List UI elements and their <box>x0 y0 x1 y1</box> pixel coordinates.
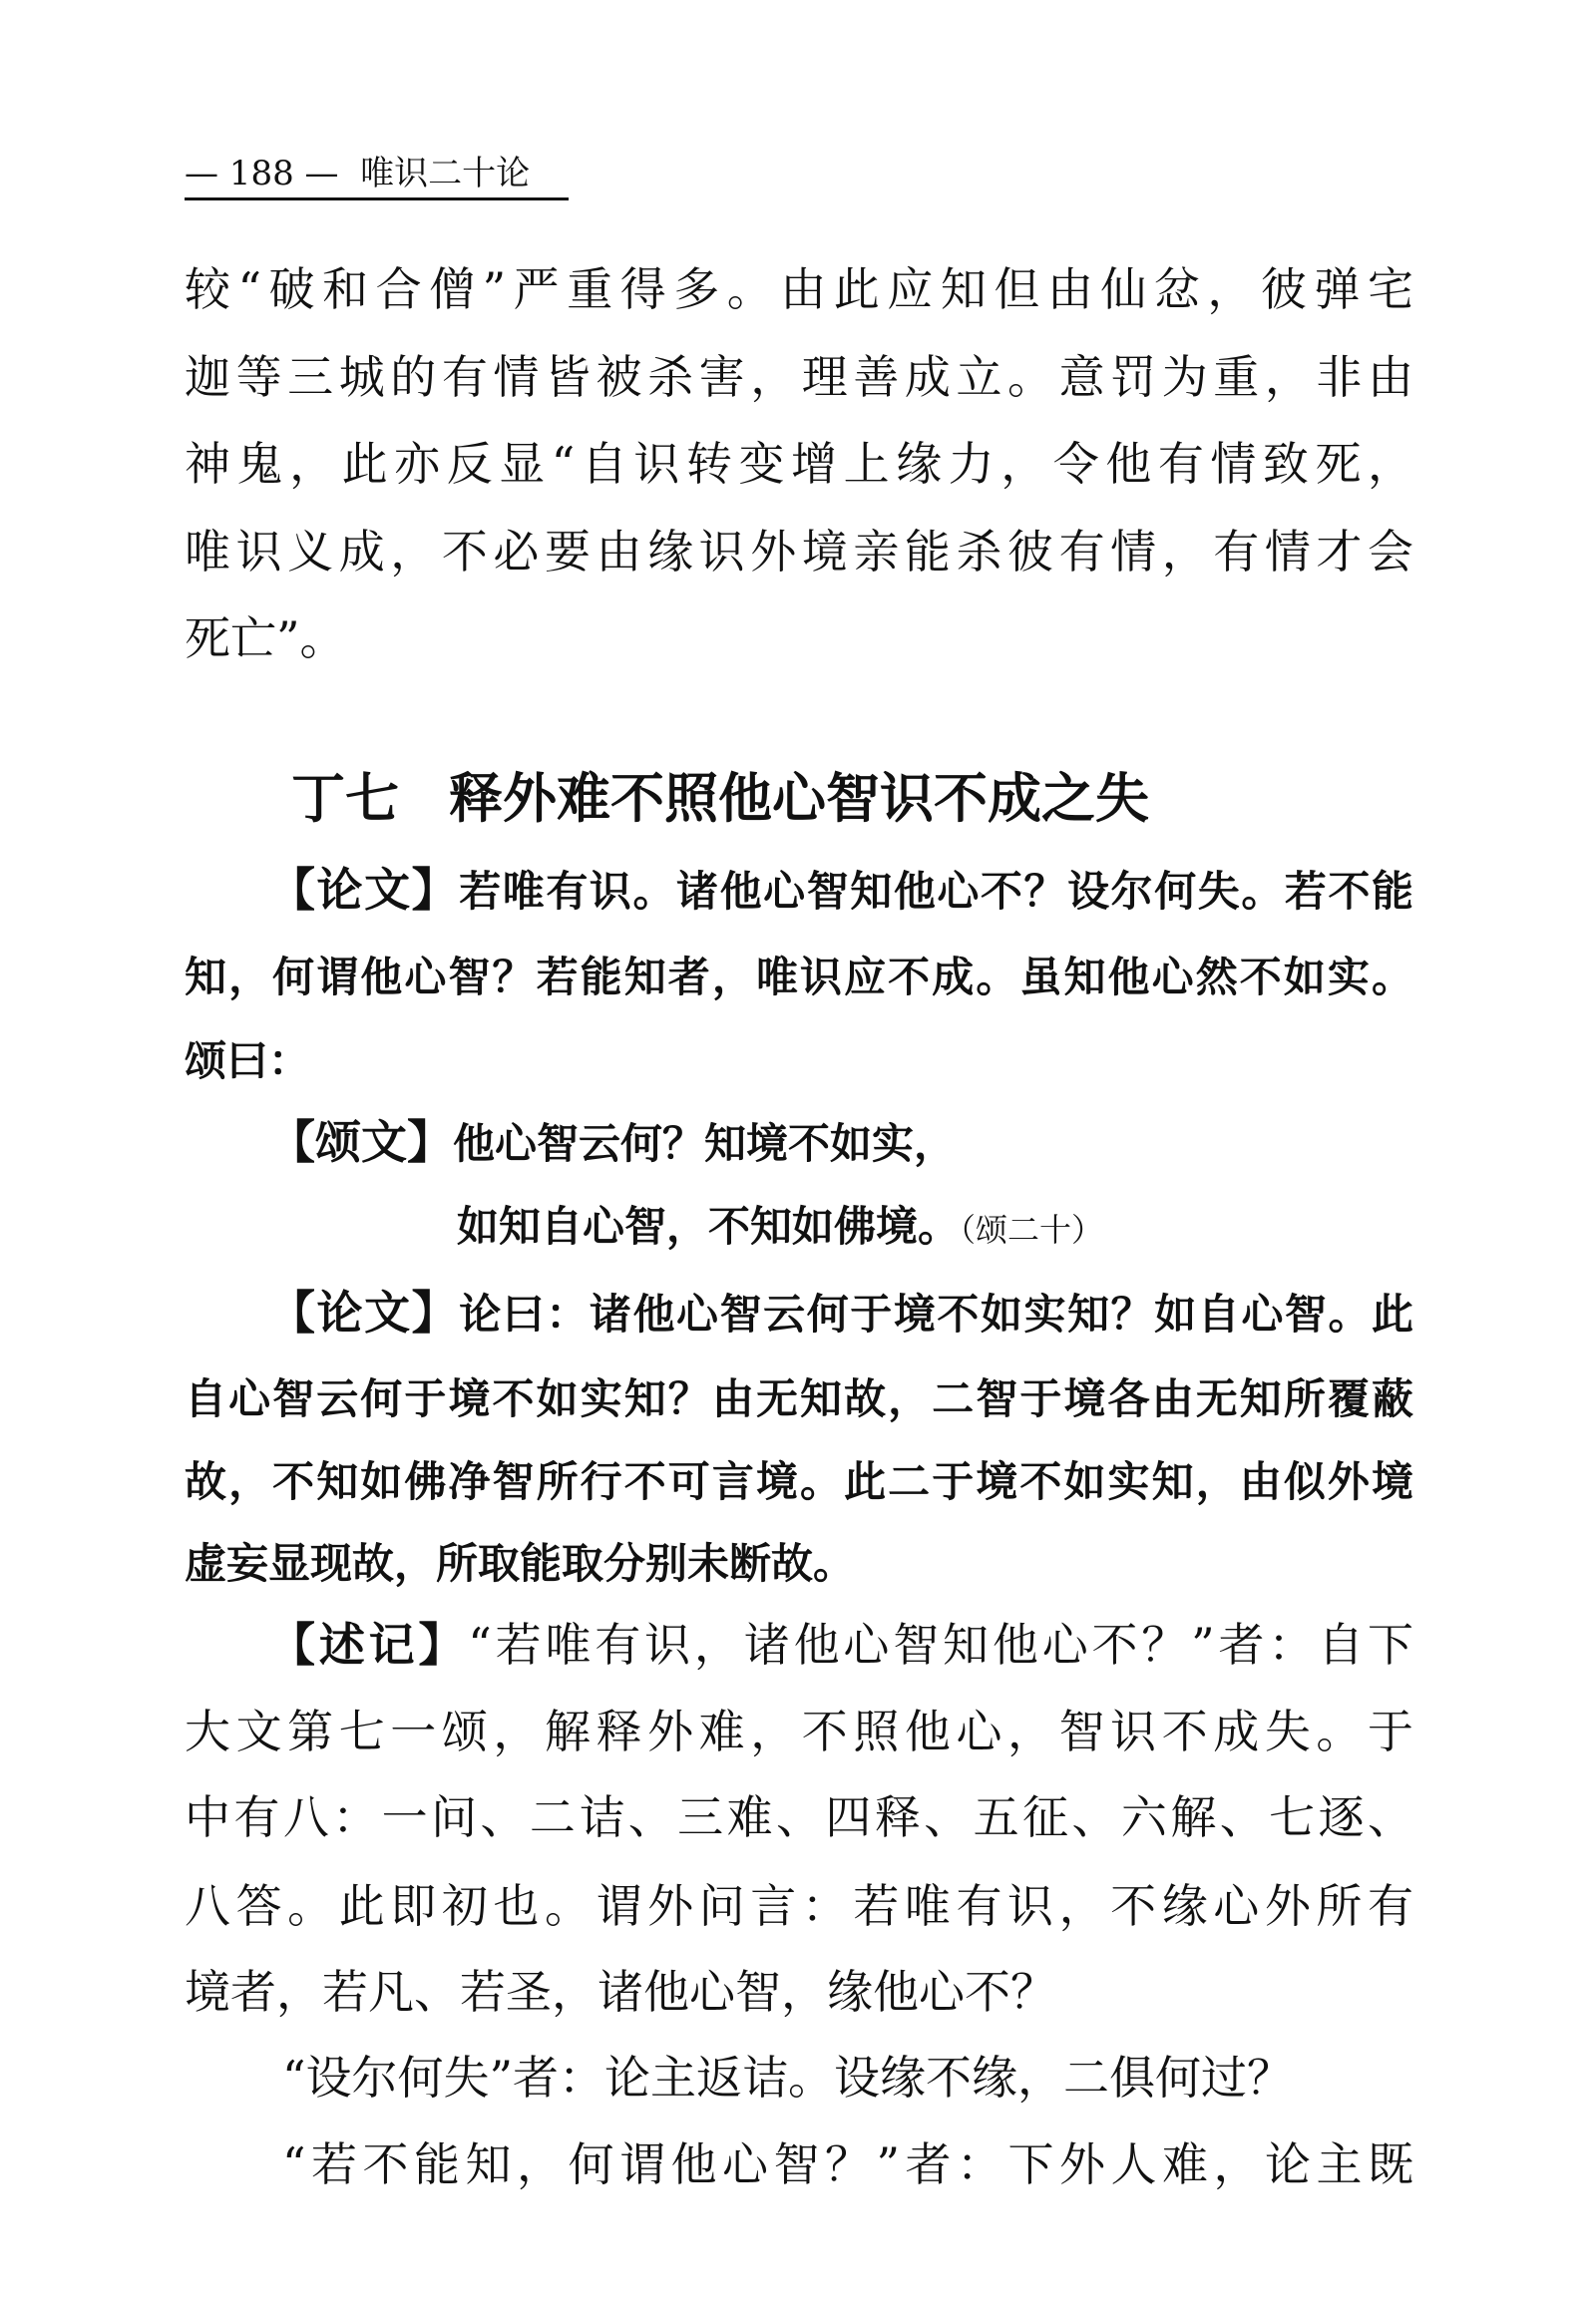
line-text: 颂曰： <box>185 1036 311 1085</box>
verse-note: （颂二十） <box>960 1211 1104 1249</box>
line-text: 神鬼，此亦反显“自识转变增上缘力，令他有情致死， <box>185 437 1413 491</box>
line-text: “若唯有识，诸他心智知他心不？”者：自下 <box>468 1618 1413 1672</box>
line-text: 虚妄显现故，所取能取分别未断故。 <box>185 1539 856 1588</box>
text-line <box>185 1777 1413 1857</box>
text-line <box>185 1019 1413 1099</box>
text-line <box>185 1522 1413 1602</box>
line-text: 大文第七一颂，解释外难，不照他心，智识不成失。于 <box>185 1705 1413 1758</box>
line-text: “设尔何失”者：论主返诘。设缘不缘，二俱何过？ <box>282 2051 1294 2105</box>
text-line <box>185 249 1413 329</box>
page-number: — 188 — <box>185 154 339 193</box>
line-text: 知，何谓他心智？若能知者，唯识应不成。虽知他心然不如实。 <box>185 953 1413 1001</box>
line-text: 他心智云何？知境不如实， <box>453 1119 957 1168</box>
section-label: 【论文】 <box>269 1286 460 1340</box>
text-line <box>269 850 1413 930</box>
line-text: “若不能知，何谓他心智？”者：下外人难，论主既 <box>282 2137 1413 2191</box>
text-line <box>269 1102 1413 1182</box>
text-line <box>282 2038 1413 2118</box>
text-line <box>185 1357 1413 1437</box>
text-line <box>185 936 1413 1015</box>
text-line <box>269 1273 1413 1352</box>
text-line <box>185 1692 1413 1771</box>
text-line <box>457 1185 1413 1265</box>
line-text: 若唯有识。诸他心智知他心不？设尔何失。若不能 <box>459 867 1413 916</box>
text-line <box>185 598 1413 678</box>
text-line <box>282 2124 1413 2204</box>
text-line <box>185 1440 1413 1520</box>
line-text: 迦等三城的有情皆被杀害，理善成立。意罚为重，非由 <box>185 350 1413 404</box>
section-heading <box>291 759 1289 839</box>
text-line <box>185 424 1413 504</box>
line-text: 故，不知如佛净智所行不可言境。此二于境不如实知，由似外境 <box>185 1457 1413 1506</box>
line-text: 自心智云何于境不如实知？由无知故，二智于境各由无知所覆蔽 <box>185 1374 1413 1423</box>
line-text: 八答。此即初也。谓外问言：若唯有识，不缘心外所有 <box>185 1879 1413 1933</box>
section-label: 【颂文】 <box>269 1115 453 1169</box>
line-text: 中有八：一问、二诘、三难、四释、五征、六解、七逐、 <box>185 1790 1413 1844</box>
section-label: 【论文】 <box>269 863 460 917</box>
line-text: 境者，若凡、若圣，诸他心智，缘他心不？ <box>185 1965 1056 2019</box>
book-title: 唯识二十论 <box>360 154 531 193</box>
running-header <box>185 150 530 197</box>
text-line <box>185 1866 1413 1946</box>
line-text: 较“破和合僧”严重得多。由此应知但由仙忿，彼弹宅 <box>185 262 1413 316</box>
line-text: 论曰：诸他心智云何于境不如实知？如自心智。此 <box>459 1290 1413 1339</box>
text-line <box>185 512 1413 591</box>
text-line <box>269 1605 1413 1685</box>
section-number: 丁七 <box>291 767 399 830</box>
line-text: 死亡”。 <box>185 611 346 665</box>
text-line <box>185 337 1413 417</box>
text-line <box>185 1952 1413 2032</box>
header-rule <box>185 197 569 200</box>
section-label: 【述记】 <box>269 1618 469 1672</box>
section-title: 释外难不照他心智识不成之失 <box>449 767 1149 830</box>
line-text: 唯识义成，不必要由缘识外境亲能杀彼有情，有情才会 <box>185 525 1413 578</box>
line-text: 如知自心智，不知如佛境。 <box>457 1202 961 1251</box>
